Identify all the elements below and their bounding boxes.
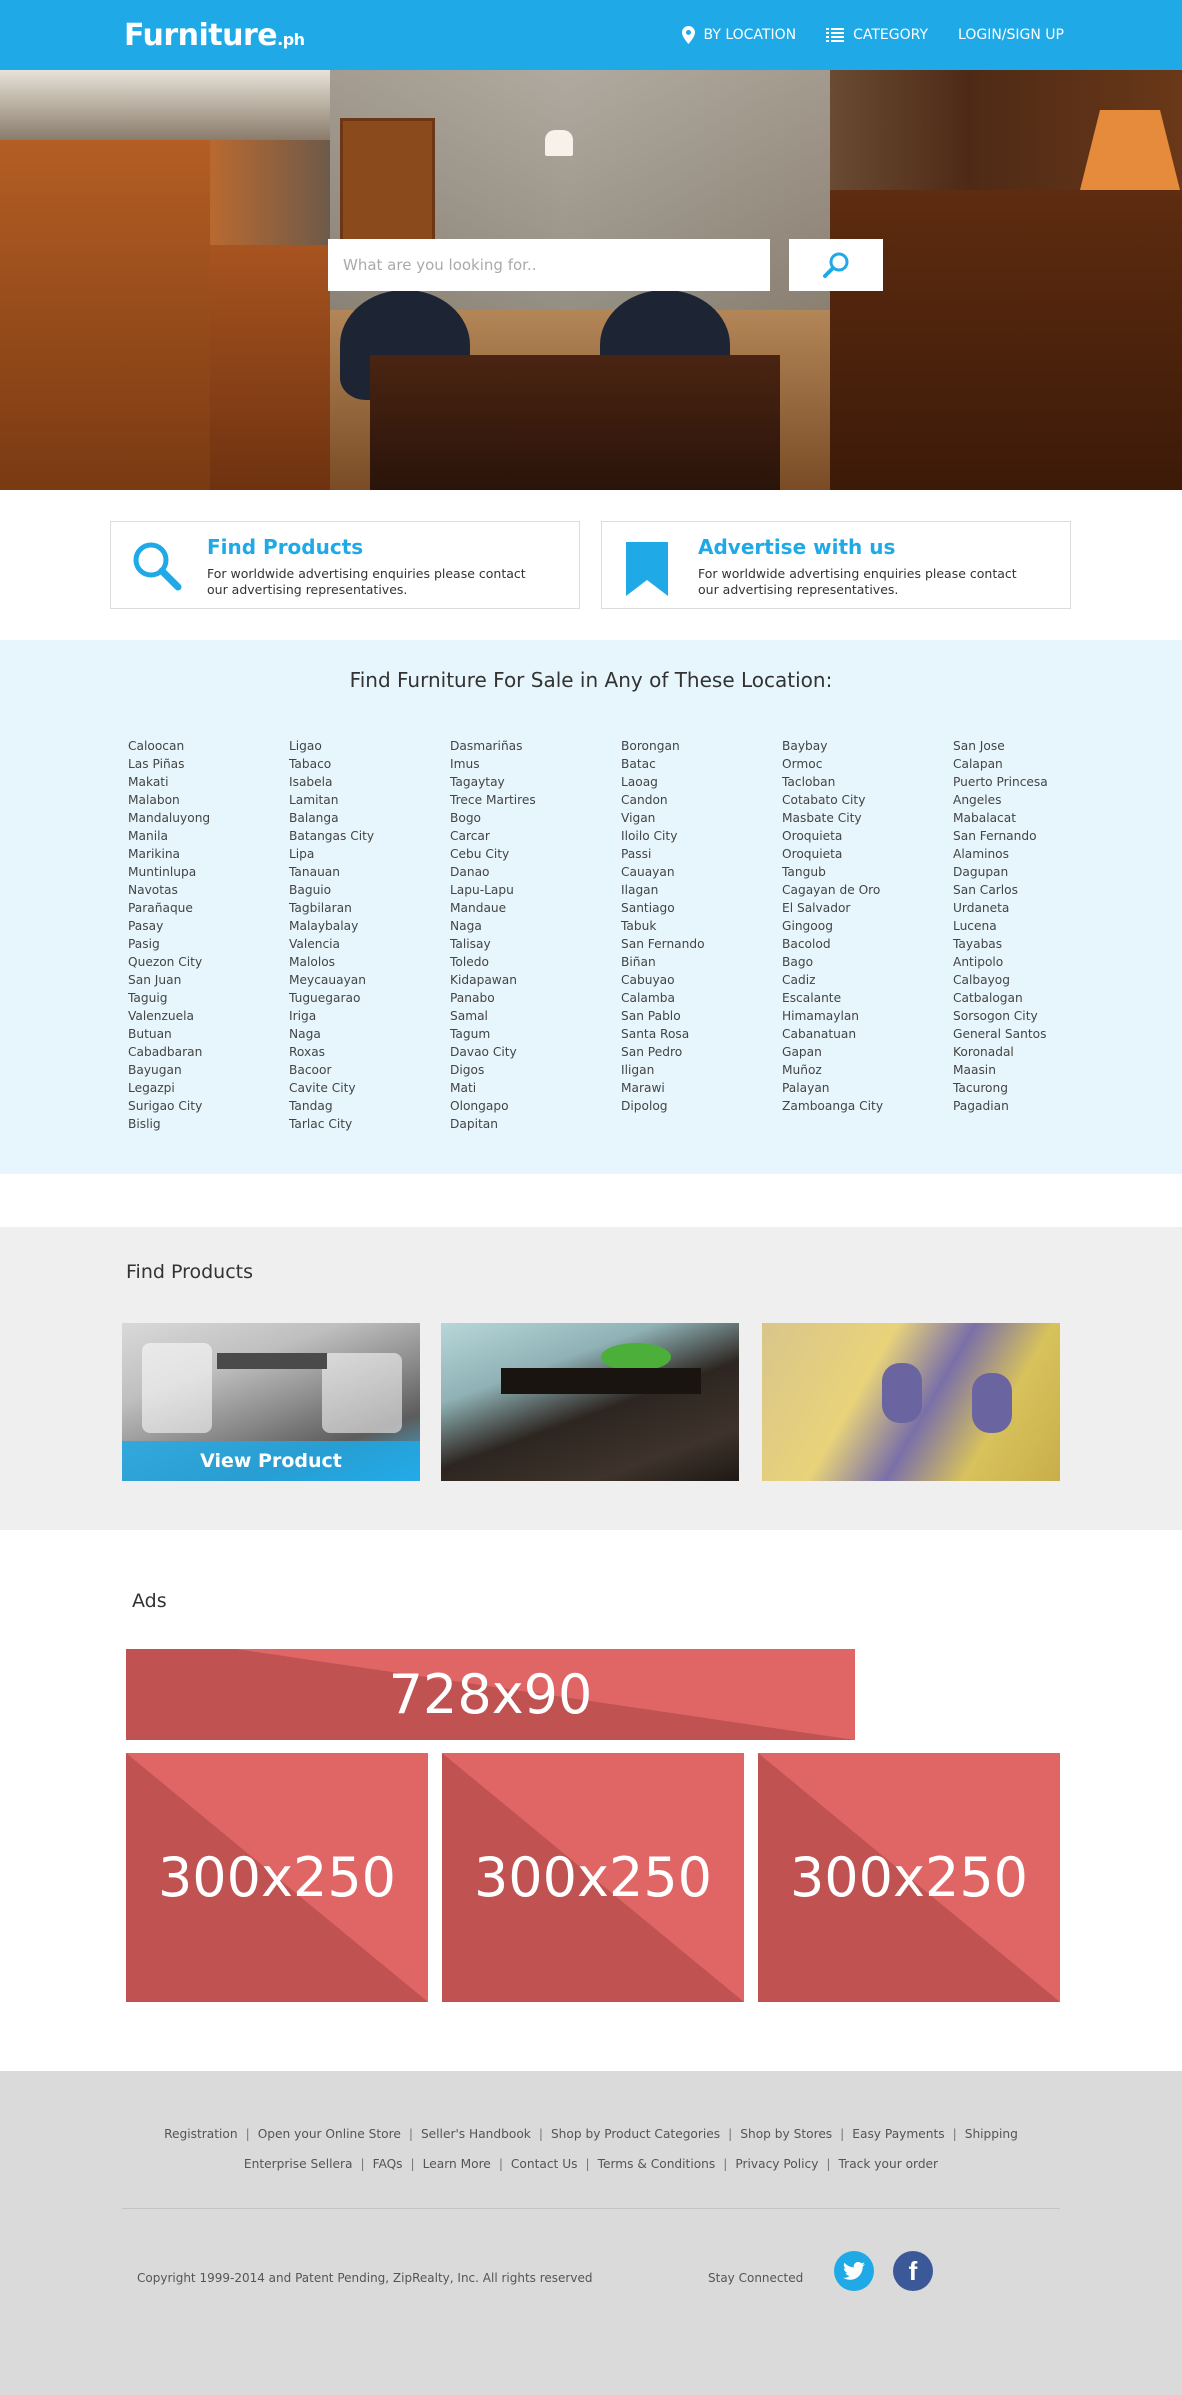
stay-connected-label: Stay Connected — [708, 2271, 804, 2285]
location-link[interactable]: Tarlac City — [289, 1117, 353, 1131]
location-link[interactable]: Candon — [621, 793, 668, 807]
location-link[interactable]: Puerto Princesa — [953, 775, 1048, 789]
ad-leaderboard[interactable] — [126, 1649, 855, 1740]
locations-section — [0, 640, 1182, 1174]
location-link[interactable]: Trece Martires — [450, 793, 536, 807]
footer-link-separator: | — [498, 2157, 503, 2171]
feature-find-products[interactable] — [110, 521, 580, 609]
location-link[interactable]: Cabanatuan — [782, 1027, 857, 1041]
location-link[interactable]: San Fernando — [621, 937, 705, 951]
nav-by-location-label: BY LOCATION — [703, 27, 797, 43]
location-link[interactable]: Navotas — [128, 883, 178, 897]
footer-link-separator: | — [840, 2127, 845, 2141]
location-link[interactable]: Tanauan — [289, 865, 341, 879]
location-link[interactable]: Iloilo City — [621, 829, 678, 843]
location-link[interactable]: Imus — [450, 757, 480, 771]
facebook-button[interactable] — [893, 2251, 933, 2291]
location-link[interactable]: Palayan — [782, 1081, 830, 1095]
list-icon — [826, 28, 844, 42]
nav-login-signup[interactable] — [958, 27, 1064, 43]
ad-rectangle-size: 300x250 — [157, 1846, 397, 1909]
twitter-icon — [843, 2262, 865, 2280]
location-link[interactable]: Cauayan — [621, 865, 675, 879]
location-link[interactable]: Carcar — [450, 829, 490, 843]
location-link[interactable]: Manila — [128, 829, 168, 843]
location-link[interactable]: Tuguegarao — [289, 991, 361, 1005]
location-link[interactable]: Tagbilaran — [289, 901, 352, 915]
footer-link[interactable]: Enterprise Sellera — [243, 2157, 353, 2171]
footer-link[interactable]: Track your order — [838, 2157, 939, 2171]
location-link[interactable]: Maasin — [953, 1063, 996, 1077]
location-link[interactable]: Masbate City — [782, 811, 862, 825]
location-link[interactable]: Isabela — [289, 775, 333, 789]
logo-tld-text: .ph — [277, 30, 305, 49]
location-link[interactable]: Tangub — [782, 865, 826, 879]
location-link[interactable]: Dipolog — [621, 1099, 668, 1113]
location-link[interactable]: Davao City — [450, 1045, 517, 1059]
location-link[interactable]: Himamaylan — [782, 1009, 860, 1023]
ad-rectangle-size: 300x250 — [473, 1846, 713, 1909]
location-link[interactable]: Gingoog — [782, 919, 833, 933]
location-link[interactable]: Ormoc — [782, 757, 823, 771]
location-link[interactable]: Marawi — [621, 1081, 665, 1095]
footer-link[interactable]: Terms & Conditions — [597, 2157, 716, 2171]
ad-rectangle-size: 300x250 — [789, 1846, 1029, 1909]
footer-link[interactable]: Seller's Handbook — [420, 2127, 531, 2141]
hero-cabinet-decor-2 — [210, 245, 330, 490]
location-link[interactable]: Surigao City — [128, 1099, 203, 1113]
locations-title: Find Furniture For Sale in Any of These Location: — [349, 668, 833, 692]
location-link[interactable]: Angeles — [953, 793, 1002, 807]
location-link[interactable]: Borongan — [621, 739, 680, 753]
location-link[interactable]: Samal — [450, 1009, 488, 1023]
footer-link-separator: | — [826, 2157, 831, 2171]
location-link[interactable]: Calapan — [953, 757, 1003, 771]
nav-by-location[interactable] — [682, 26, 797, 44]
footer-link-separator: | — [408, 2127, 413, 2141]
location-link[interactable]: Mandaluyong — [128, 811, 211, 825]
copyright-text: Copyright 1999-2014 and Patent Pending, ZipRealty, Inc. All rights reserved — [137, 2271, 593, 2285]
location-column — [782, 737, 883, 1115]
location-link[interactable]: Tandag — [289, 1099, 333, 1113]
products-section — [0, 1227, 1182, 1530]
product-image-chair-2 — [972, 1373, 1012, 1433]
location-link[interactable]: Lamitan — [289, 793, 339, 807]
location-link[interactable]: Butuan — [128, 1027, 172, 1041]
location-link[interactable]: Balanga — [289, 811, 339, 825]
footer-link[interactable]: Easy Payments — [852, 2127, 945, 2141]
footer-divider — [122, 2208, 1060, 2209]
search-icon — [822, 251, 850, 279]
product-image-chair-2 — [322, 1353, 402, 1433]
footer-links-row-1 — [0, 2127, 1182, 2141]
location-link[interactable]: Malolos — [289, 955, 336, 969]
location-link[interactable]: Passi — [621, 847, 652, 861]
location-link[interactable]: Marikina — [128, 847, 181, 861]
location-link[interactable]: Cavite City — [289, 1081, 356, 1095]
location-link[interactable]: Panabo — [450, 991, 495, 1005]
location-link[interactable]: Vigan — [621, 811, 656, 825]
location-column — [621, 737, 705, 1115]
footer-link-separator: | — [538, 2127, 543, 2141]
location-link[interactable]: San Pablo — [621, 1009, 681, 1023]
search-input[interactable] — [328, 239, 770, 291]
footer-link[interactable]: Contact Us — [510, 2157, 578, 2171]
location-link[interactable]: Gapan — [782, 1045, 822, 1059]
location-link[interactable]: San Fernando — [953, 829, 1037, 843]
footer-link[interactable]: Learn More — [422, 2157, 491, 2171]
location-link[interactable]: Bacolod — [782, 937, 831, 951]
product-image-table — [501, 1368, 701, 1394]
location-link[interactable]: San Jose — [953, 739, 1005, 753]
location-link[interactable]: San Juan — [128, 973, 182, 987]
location-link[interactable]: Santiago — [621, 901, 675, 915]
location-link[interactable]: Baybay — [782, 739, 828, 753]
location-link[interactable]: Malabon — [128, 793, 180, 807]
product-image-chair — [142, 1343, 212, 1433]
footer-link-separator: | — [952, 2127, 957, 2141]
location-link[interactable]: Biñan — [621, 955, 656, 969]
location-link[interactable]: Ilagan — [621, 883, 659, 897]
location-link[interactable]: Bayugan — [128, 1063, 182, 1077]
location-column — [128, 737, 210, 1133]
hero-table-decor — [370, 355, 780, 490]
ad-rectangle[interactable] — [126, 1753, 428, 2002]
twitter-button[interactable] — [834, 2251, 874, 2291]
footer-links-row-2 — [0, 2157, 1182, 2171]
logo-main-text: Furniture — [124, 18, 278, 53]
location-link[interactable]: Cabuyao — [621, 973, 675, 987]
main-nav — [652, 26, 1065, 44]
location-link[interactable]: Calbayog — [953, 973, 1010, 987]
location-link[interactable]: Valencia — [289, 937, 341, 951]
top-header — [0, 0, 1182, 70]
location-link[interactable]: Bislig — [128, 1117, 161, 1131]
feature-title: Advertise with us — [698, 535, 896, 559]
location-link[interactable]: Digos — [450, 1063, 485, 1077]
footer-link[interactable]: Shop by Product Categories — [550, 2127, 721, 2141]
location-link[interactable]: Batac — [621, 757, 656, 771]
footer-link[interactable]: Shipping — [964, 2127, 1018, 2141]
location-link[interactable]: Toledo — [450, 955, 489, 969]
location-link[interactable]: Cadiz — [782, 973, 816, 987]
location-link[interactable]: Naga — [289, 1027, 321, 1041]
product-image-table — [217, 1353, 327, 1369]
location-link[interactable]: Tabuk — [621, 919, 657, 933]
location-link[interactable]: Talisay — [450, 937, 491, 951]
location-link[interactable]: San Carlos — [953, 883, 1018, 897]
footer-link-separator: | — [728, 2127, 733, 2141]
footer-link[interactable]: Shop by Stores — [740, 2127, 833, 2141]
feature-advertise[interactable] — [601, 521, 1071, 609]
location-link[interactable]: Las Piñas — [128, 757, 185, 771]
location-link[interactable]: Zamboanga City — [782, 1099, 884, 1113]
location-column — [953, 737, 1048, 1115]
product-card[interactable] — [762, 1323, 1060, 1481]
hero-cabinet-decor — [0, 140, 210, 490]
location-link[interactable]: Pagadian — [953, 1099, 1009, 1113]
location-link[interactable]: Pasay — [128, 919, 164, 933]
view-product-button[interactable]: View Product — [122, 1441, 420, 1481]
feature-title: Find Products — [207, 535, 364, 559]
location-link[interactable]: Dasmariñas — [450, 739, 523, 753]
location-link[interactable]: Mati — [450, 1081, 477, 1095]
footer-link-separator: | — [410, 2157, 415, 2171]
location-link[interactable]: Lapu-Lapu — [450, 883, 514, 897]
location-link[interactable]: Sorsogon City — [953, 1009, 1038, 1023]
location-link[interactable]: Escalante — [782, 991, 842, 1005]
location-link[interactable]: Santa Rosa — [621, 1027, 690, 1041]
location-link[interactable]: Valenzuela — [128, 1009, 194, 1023]
location-link[interactable]: Baguio — [289, 883, 332, 897]
nav-category-label: CATEGORY — [853, 27, 929, 43]
footer-link[interactable]: Open your Online Store — [257, 2127, 401, 2141]
facebook-icon: f — [908, 2255, 918, 2286]
location-column — [450, 737, 536, 1133]
location-link[interactable]: Bogo — [450, 811, 482, 825]
location-link[interactable]: Tacurong — [953, 1081, 1008, 1095]
feature-description: For worldwide advertising enquiries please contact our advertising representatives. — [207, 566, 526, 597]
location-link[interactable]: Lucena — [953, 919, 997, 933]
location-link[interactable]: Dapitan — [450, 1117, 498, 1131]
location-link[interactable]: Pasig — [128, 937, 160, 951]
location-link[interactable]: Antipolo — [953, 955, 1004, 969]
location-link[interactable]: Bacoor — [289, 1063, 332, 1077]
location-link[interactable]: Tabaco — [289, 757, 332, 771]
nav-login-label: LOGIN/SIGN UP — [958, 27, 1064, 43]
hero-sofa-decor — [830, 190, 1182, 490]
bookmark-icon — [626, 542, 668, 600]
location-link[interactable]: Malaybalay — [289, 919, 359, 933]
location-link[interactable]: Naga — [450, 919, 482, 933]
location-link[interactable]: Caloocan — [128, 739, 185, 753]
footer-link-separator: | — [360, 2157, 365, 2171]
location-link[interactable]: Iriga — [289, 1009, 317, 1023]
location-link[interactable]: Mandaue — [450, 901, 507, 915]
location-link[interactable]: Koronadal — [953, 1045, 1014, 1059]
nav-category[interactable] — [826, 27, 928, 43]
location-link[interactable]: Tagaytay — [450, 775, 505, 789]
footer-link-separator: | — [245, 2127, 250, 2141]
location-link[interactable]: Alaminos — [953, 847, 1009, 861]
ad-rectangle[interactable] — [442, 1753, 744, 2002]
location-link[interactable]: Quezon City — [128, 955, 203, 969]
location-link[interactable]: Danao — [450, 865, 490, 879]
footer — [0, 2071, 1182, 2395]
location-pin-icon — [682, 26, 695, 44]
location-link[interactable]: Cebu City — [450, 847, 510, 861]
location-link[interactable]: Cagayan de Oro — [782, 883, 881, 897]
hero-lampshade-decor — [1080, 110, 1180, 190]
location-link[interactable]: Taguig — [128, 991, 168, 1005]
footer-link[interactable]: Registration — [164, 2127, 238, 2141]
location-link[interactable]: Makati — [128, 775, 169, 789]
site-logo[interactable] — [124, 18, 305, 53]
hero-banner — [0, 70, 1182, 490]
location-link[interactable]: Muntinlupa — [128, 865, 197, 879]
location-column — [289, 737, 374, 1133]
location-link[interactable]: Roxas — [289, 1045, 326, 1059]
product-image-plant — [601, 1343, 671, 1371]
location-link[interactable]: Urdaneta — [953, 901, 1010, 915]
search-icon — [131, 540, 183, 596]
location-link[interactable]: Mabalacat — [953, 811, 1016, 825]
location-link[interactable]: Oroquieta — [782, 829, 843, 843]
location-link[interactable]: Tagum — [450, 1027, 491, 1041]
location-link[interactable]: Laoag — [621, 775, 658, 789]
product-card[interactable] — [122, 1323, 420, 1481]
feature-description: For worldwide advertising enquiries please contact our advertising representatives. — [698, 566, 1017, 597]
location-link[interactable]: San Pedro — [621, 1045, 683, 1059]
location-link[interactable]: Lipa — [289, 847, 315, 861]
location-link[interactable]: Iligan — [621, 1063, 655, 1077]
product-card[interactable] — [441, 1323, 739, 1481]
location-link[interactable]: Catbalogan — [953, 991, 1023, 1005]
ads-title: Ads — [132, 1590, 167, 1612]
footer-link-separator: | — [723, 2157, 728, 2171]
footer-link[interactable]: Privacy Policy — [735, 2157, 819, 2171]
location-link[interactable]: Calamba — [621, 991, 675, 1005]
location-link[interactable]: Parañaque — [128, 901, 193, 915]
location-link[interactable]: El Salvador — [782, 901, 851, 915]
location-link[interactable]: Muñoz — [782, 1063, 822, 1077]
location-link[interactable]: Olongapo — [450, 1099, 509, 1113]
location-link[interactable]: General Santos — [953, 1027, 1047, 1041]
location-link[interactable]: Legazpi — [128, 1081, 175, 1095]
ad-leaderboard-size: 728x90 — [388, 1663, 593, 1726]
search-button[interactable] — [789, 239, 883, 291]
location-link[interactable]: Ligao — [289, 739, 322, 753]
location-link[interactable]: Tacloban — [782, 775, 836, 789]
location-link[interactable]: Bago — [782, 955, 814, 969]
product-image-chair — [882, 1363, 922, 1423]
location-link[interactable]: Oroquieta — [782, 847, 843, 861]
hero-lamp-decor — [545, 130, 573, 156]
location-link[interactable]: Meycauayan — [289, 973, 366, 987]
location-link[interactable]: Cotabato City — [782, 793, 866, 807]
location-link[interactable]: Dagupan — [953, 865, 1009, 879]
footer-link-separator: | — [585, 2157, 590, 2171]
hero-shelf-decor — [0, 70, 330, 140]
ad-rectangle[interactable] — [758, 1753, 1060, 2002]
location-link[interactable]: Batangas City — [289, 829, 375, 843]
products-title: Find Products — [126, 1261, 254, 1283]
location-link[interactable]: Cabadbaran — [128, 1045, 203, 1059]
location-link[interactable]: Kidapawan — [450, 973, 517, 987]
footer-link[interactable]: FAQs — [372, 2157, 403, 2171]
location-link[interactable]: Tayabas — [953, 937, 1003, 951]
